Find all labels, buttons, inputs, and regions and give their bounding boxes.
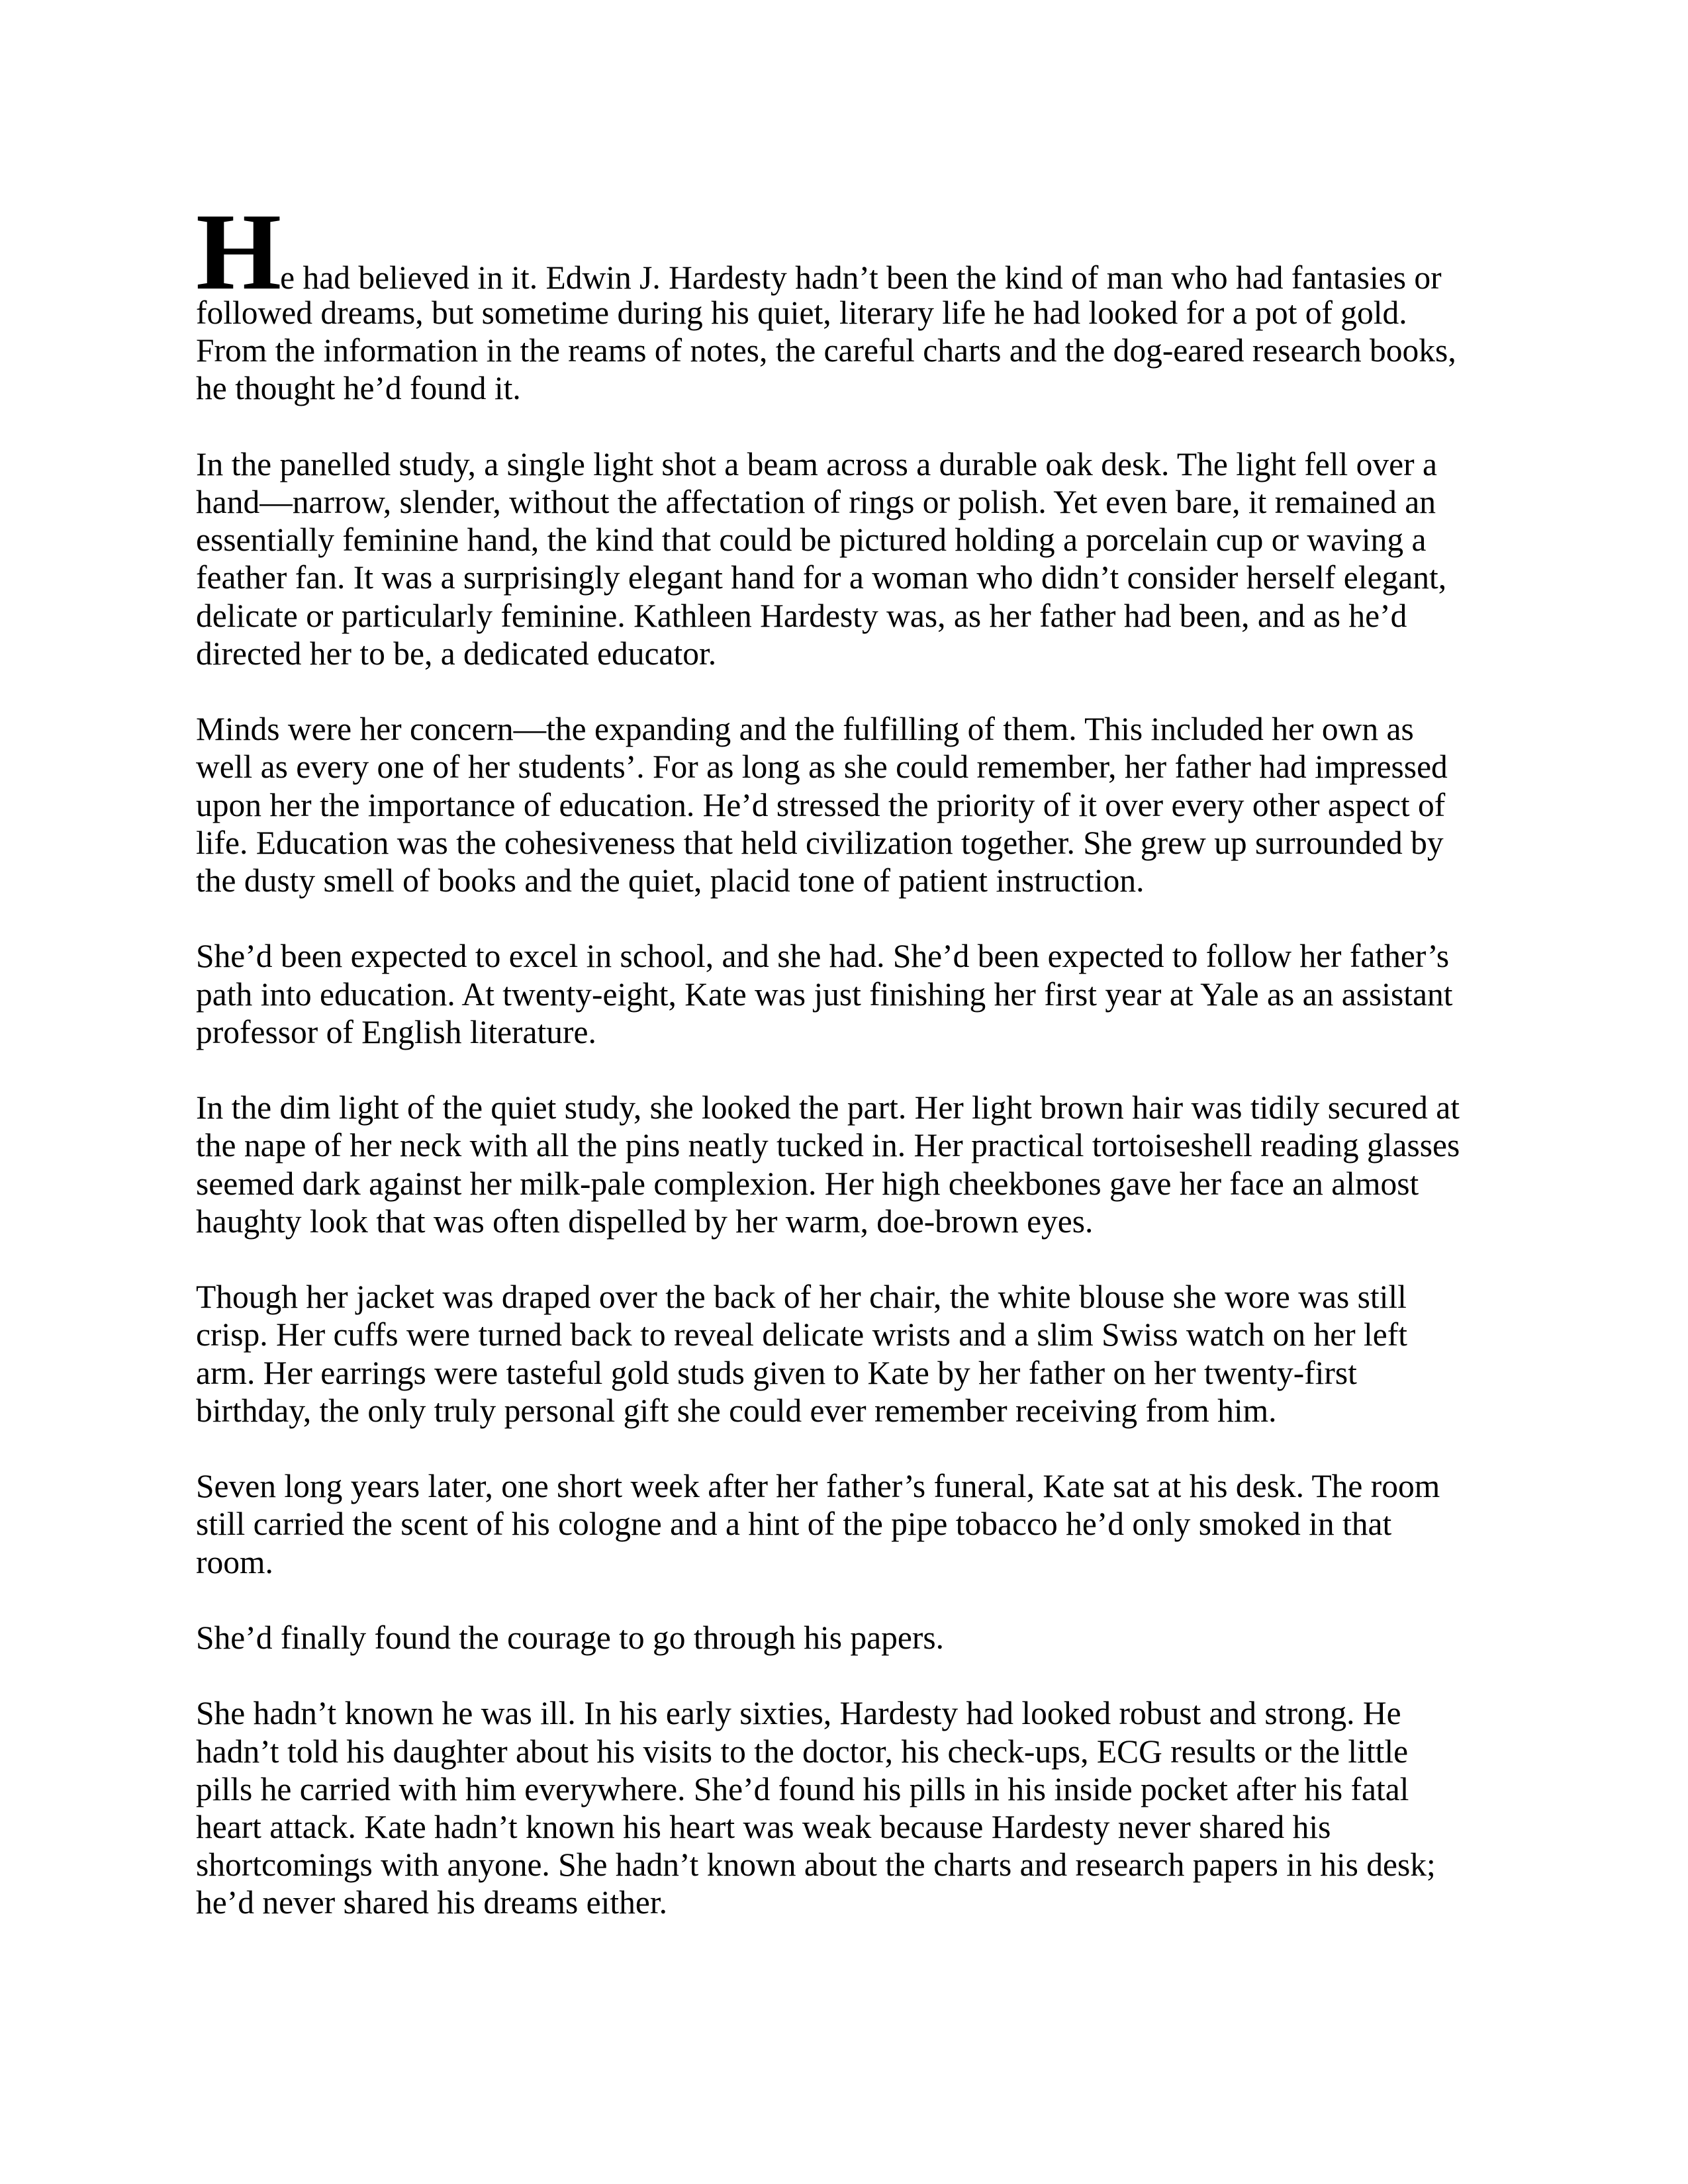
opening-line-text: e had believed in it. Edwin J. Hardesty hadn’t been the kind of man who had fantasies or <box>280 259 1442 296</box>
paragraph: She hadn’t known he was ill. In his early sixties, Hardesty had looked robust and strong. He hadn’t told his daughter about his visits to the doctor, his check-ups, ECG results or the little pills he carried with him everywhere. She’d found his pills in his inside pocket after his fatal heart attack. Kate hadn’t known his heart was weak because Hardesty never shared his shortcomings with anyone. She hadn’t known about the charts and research papers in his desk; he’d never shared his dreams either. <box>196 1695 1436 1921</box>
opening-line <box>196 191 1467 312</box>
opening-paragraph-text: followed dreams, but sometime during his quiet, literary life he had looked for a pot of gold. From the information in the reams of notes, the careful charts and the dog-eared research books, he thought he’d found it. <box>196 295 1456 407</box>
paragraph: Though her jacket was draped over the back of her chair, the white blouse she wore was still crisp. Her cuffs were turned back to reveal delicate wrists and a slim Swiss watch on her left arm. Her earrings were tasteful gold studs given to Kate by her father on her twenty-first birthday, the only truly personal gift she could ever remember receiving from him. <box>196 1279 1407 1429</box>
paragraph: She’d finally found the courage to go through his papers. <box>196 1619 944 1656</box>
drop-cap: H <box>196 191 281 312</box>
paragraph: Minds were her concern—the expanding and the fulfilling of them. This included her own as well as every one of her students’. For as long as she could remember, her father had impressed upon her the importance of education. He’d stressed the priority of it over every other aspect of life. Education was the cohesiveness that held civilization together. She grew up surrounded by the dusty smell of books and the quiet, placid tone of patient instruction. <box>196 711 1448 899</box>
paragraph: In the dim light of the quiet study, she looked the part. Her light brown hair was tidily secured at the nape of her neck with all the pins neatly tucked in. Her practical tortoiseshell reading glasses seemed dark against her milk-pale complexion. Her high cheekbones gave her face an almost haughty look that was often dispelled by her warm, doe-brown eyes. <box>196 1089 1460 1240</box>
paragraph: Seven long years later, one short week after her father’s funeral, Kate sat at his desk. The room still carried the scent of his cologne and a hint of the pipe tobacco he’d only smoked in that room. <box>196 1468 1440 1580</box>
paragraph: She’d been expected to excel in school, and she had. She’d been expected to follow her father’s path into education. At twenty-eight, Kate was just finishing her first year at Yale as an assistant professor of English literature. <box>196 938 1453 1050</box>
body-text <box>196 191 1467 1960</box>
opening-paragraph <box>196 191 1467 408</box>
paragraph: In the panelled study, a single light shot a beam across a durable oak desk. The light fell over a hand—narrow, slender, without the affectation of rings or polish. Yet even bare, it remained an essentially feminine hand, the kind that could be pictured holding a porcelain cup or waving a feather fan. It was a surprisingly elegant hand for a woman who didn’t consider herself elegant, delicate or particularly feminine. Kathleen Hardesty was, as her father had been, and as he’d directed her to be, a dedicated educator. <box>196 445 1447 672</box>
